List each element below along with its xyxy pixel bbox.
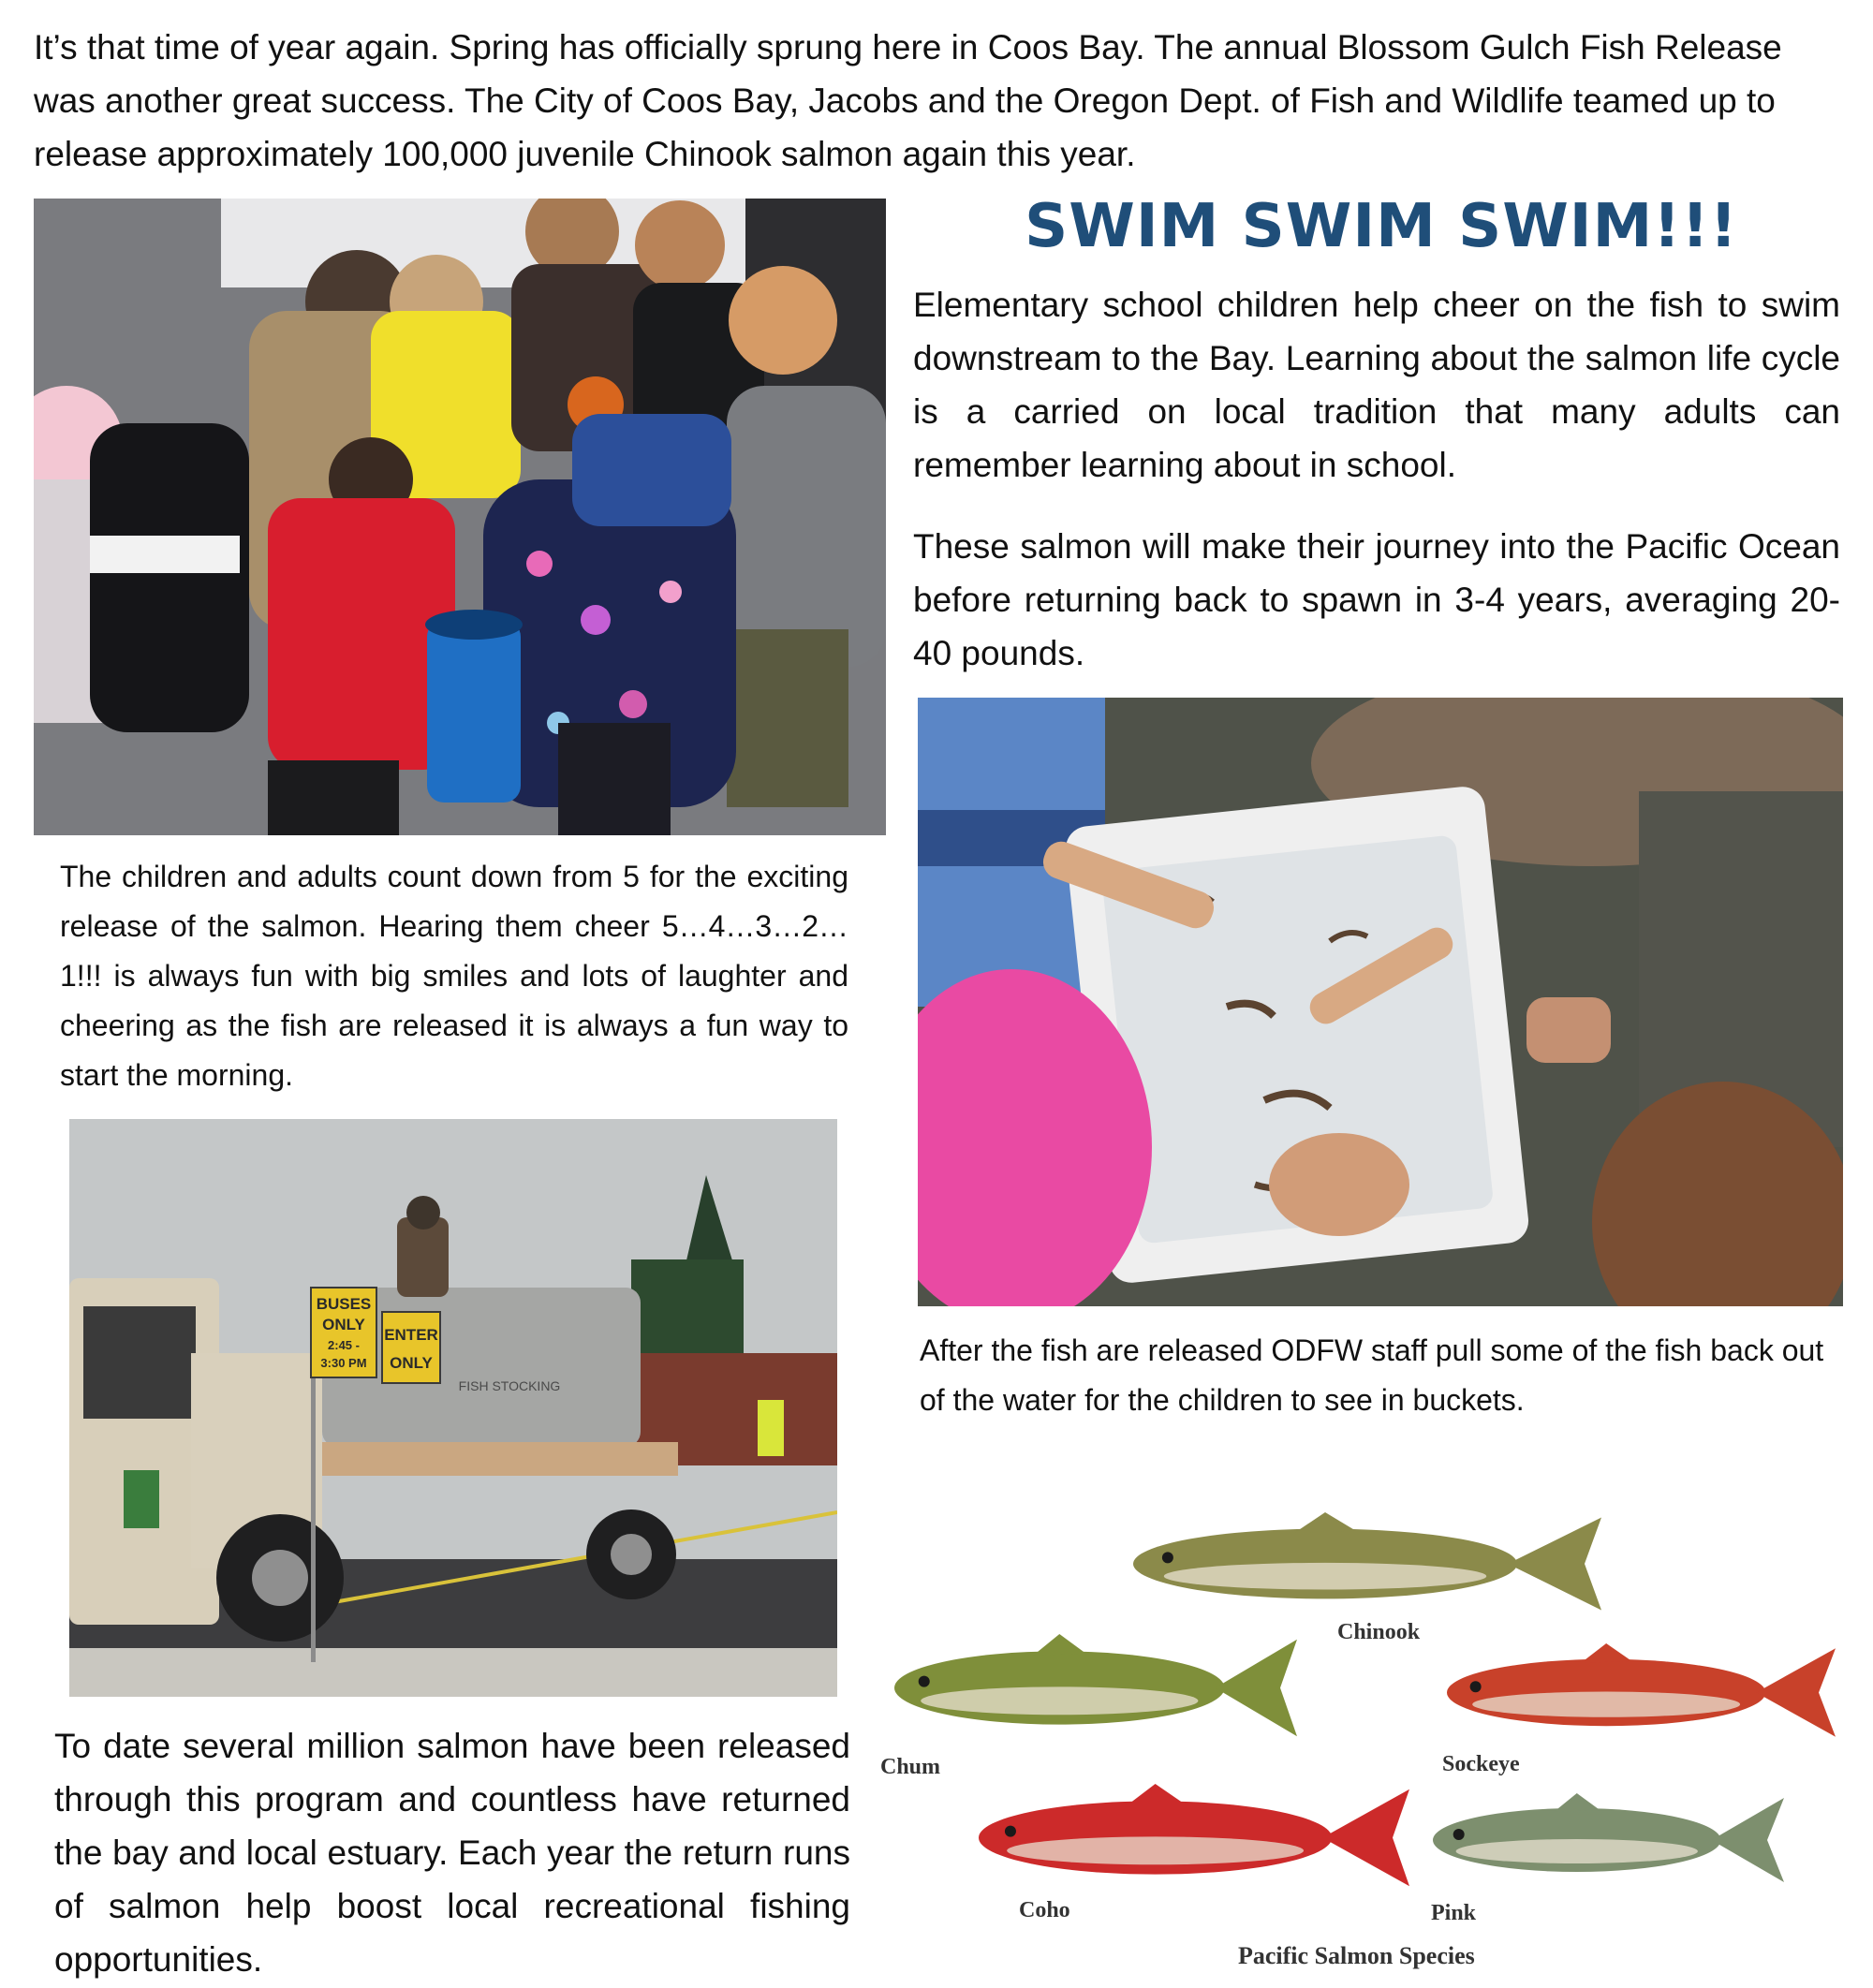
fish-truck-photo	[69, 1119, 837, 1697]
journey-paragraph: These salmon will make their journey into the Pacific Ocean before returning back to spawn in 3-4 years, averaging 20-40 pounds.	[913, 527, 1840, 672]
fish-tub-photo	[918, 698, 1843, 1306]
cheer-paragraph: Elementary school children help cheer on the fish to swim downstream to the Bay. Learning about the salmon life cycle is a carried on local tradition that many adults can remember learning about in school.	[913, 286, 1840, 484]
fish-chum-icon	[894, 1634, 1297, 1736]
species-label-pink: Pink	[1431, 1901, 1477, 1925]
section-heading: SWIM SWIM SWIM!!!	[1025, 192, 1738, 261]
fish-pink-icon	[1433, 1793, 1784, 1882]
countdown-caption: The children and adults count down from 5 for the exciting release of the salmon. Hearing them cheer 5…4…3…2…1!!! is always fun with big smiles and lots of laughter and cheering as the fish are released it is always a fun way to start the morning.	[60, 860, 848, 1092]
odfw-caption: After the fish are released ODFW staff pull some of the fish back out of the water for the children to see in buckets.	[920, 1333, 1824, 1417]
fish-chinook-icon	[1133, 1512, 1601, 1611]
fish-coho-icon	[979, 1784, 1409, 1886]
enter-sign-line-2: ONLY	[390, 1354, 433, 1372]
children-bucket-photo	[34, 199, 886, 835]
fish-sockeye-icon	[1447, 1643, 1836, 1737]
enter-sign-line-1: ENTER	[384, 1326, 438, 1344]
bus-sign-line-1: BUSES	[316, 1295, 372, 1313]
salmon-species-chart	[880, 1461, 1845, 1971]
species-label-sockeye: Sockeye	[1442, 1752, 1520, 1776]
bus-sign-line-4: 3:30 PM	[320, 1356, 367, 1370]
bus-sign-line-3: 2:45 -	[328, 1338, 360, 1352]
truck-side-text: FISH STOCKING	[458, 1378, 561, 1393]
species-chart-caption: Pacific Salmon Species	[1238, 1942, 1475, 1969]
intro-paragraph: It’s that time of year again. Spring has officially sprung here in Coos Bay. The annual Blossom Gulch Fish Release was another great success. The City of Coos Bay, Jacobs and the Oregon Dept. of Fish and Wildlife teamed up to release approximately 100,000 juvenile Chinook salmon again this year.	[34, 28, 1782, 173]
bus-sign-line-2: ONLY	[322, 1316, 365, 1333]
species-label-chum: Chum	[880, 1755, 941, 1779]
species-label-chinook: Chinook	[1337, 1620, 1421, 1644]
program-paragraph: To date several million salmon have been released through this program and countless have returned the bay and local estuary. Each year the return runs of salmon help boost local recreational fishing opportunities.	[54, 1727, 850, 1979]
species-label-coho: Coho	[1019, 1898, 1070, 1922]
